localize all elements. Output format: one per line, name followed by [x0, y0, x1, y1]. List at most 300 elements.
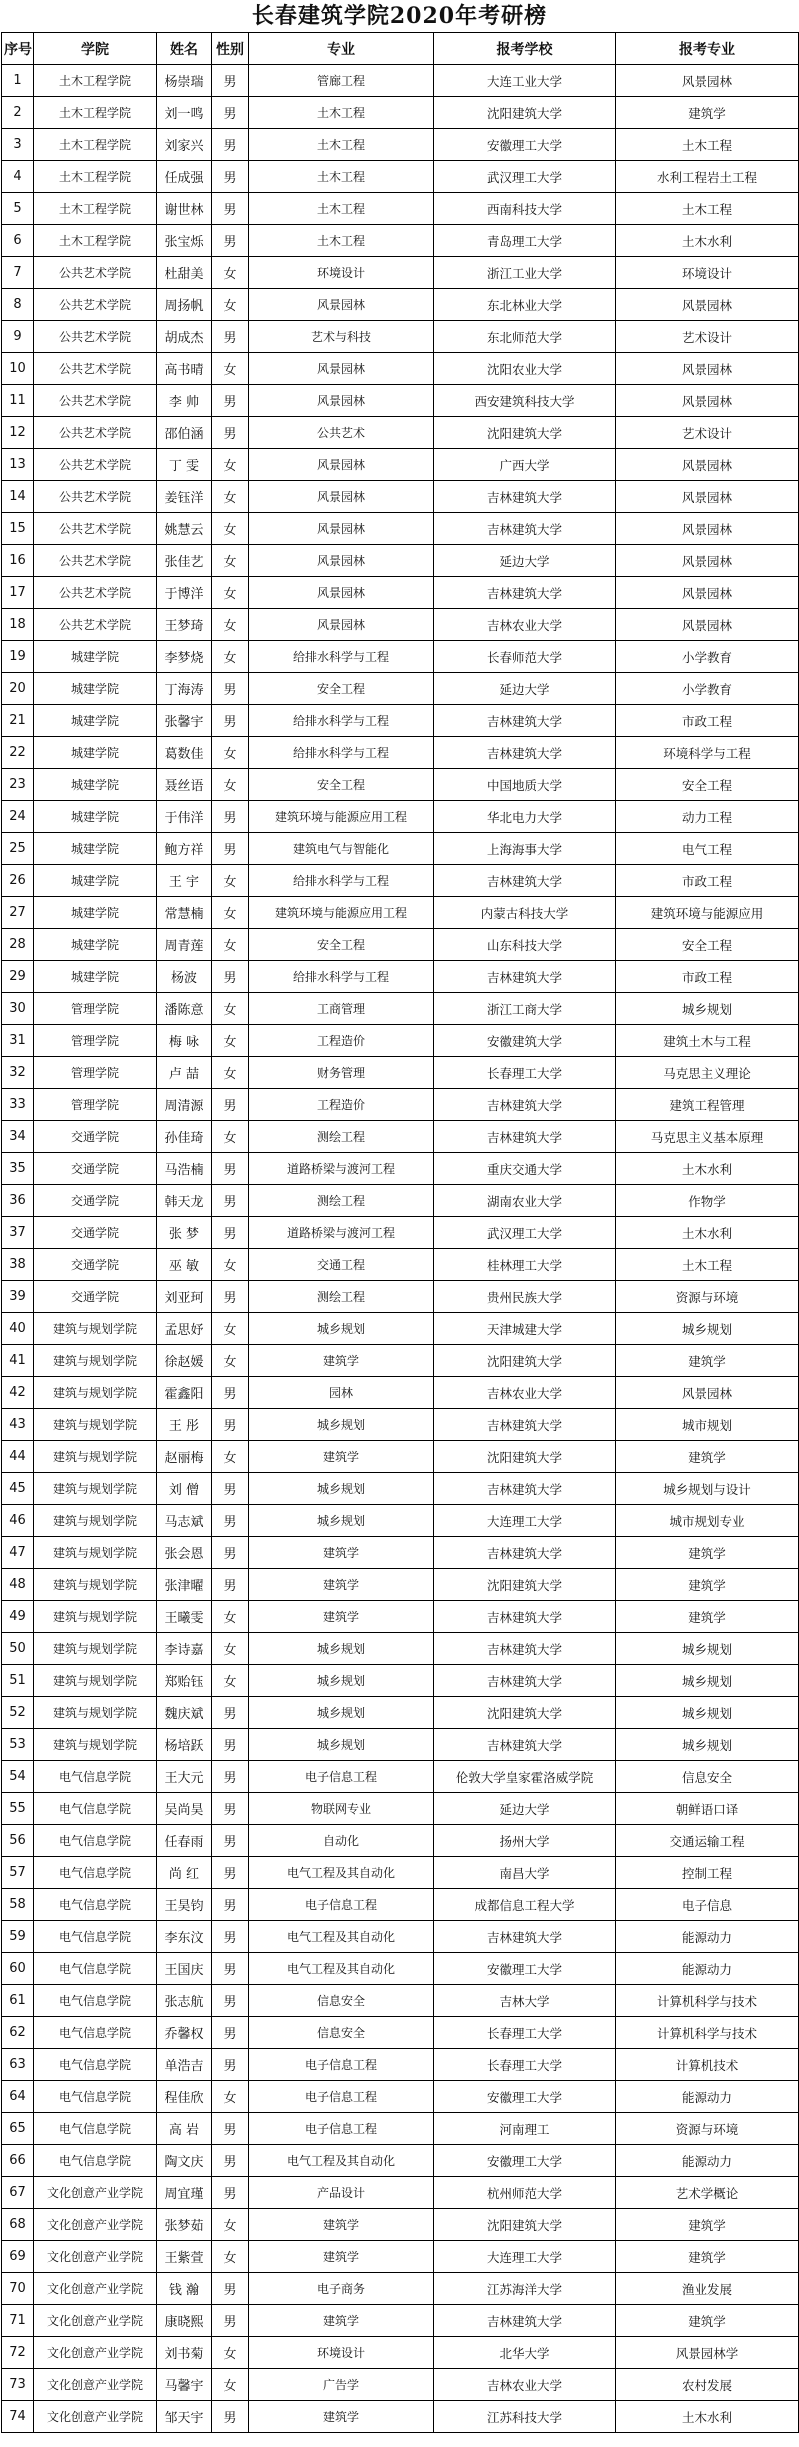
table-row [2, 161, 799, 193]
row-gender: 女 [212, 1601, 249, 1633]
row-name: 郑贻钰 [157, 1665, 212, 1697]
row-department: 交通学院 [34, 1249, 157, 1281]
row-target-major: 风景园林 [616, 577, 799, 609]
row-index: 20 [2, 673, 34, 705]
row-major: 建筑学 [249, 1569, 434, 1601]
row-department: 公共艺术学院 [34, 321, 157, 353]
table-row [2, 1217, 799, 1249]
row-major: 建筑电气与智能化 [249, 833, 434, 865]
row-major: 风景园林 [249, 577, 434, 609]
row-target-school: 吉林农业大学 [434, 609, 616, 641]
row-gender: 女 [212, 257, 249, 289]
table-row [2, 1633, 799, 1665]
row-gender: 女 [212, 2369, 249, 2401]
row-gender: 男 [212, 1953, 249, 1985]
row-index: 39 [2, 1281, 34, 1313]
row-major: 土木工程 [249, 161, 434, 193]
row-target-school: 安徽理工大学 [434, 2081, 616, 2113]
row-name: 李 帅 [157, 385, 212, 417]
row-index: 40 [2, 1313, 34, 1345]
row-target-school: 吉林建筑大学 [434, 1537, 616, 1569]
row-major: 风景园林 [249, 289, 434, 321]
row-index: 14 [2, 481, 34, 513]
row-gender: 女 [212, 289, 249, 321]
row-gender: 男 [212, 1089, 249, 1121]
row-gender: 女 [212, 449, 249, 481]
row-target-major: 资源与环境 [616, 1281, 799, 1313]
row-target-school: 杭州师范大学 [434, 2177, 616, 2209]
row-index: 41 [2, 1345, 34, 1377]
row-department: 城建学院 [34, 705, 157, 737]
row-department: 管理学院 [34, 1025, 157, 1057]
table-row [2, 1889, 799, 1921]
row-gender: 女 [212, 1121, 249, 1153]
row-major: 产品设计 [249, 2177, 434, 2209]
row-major: 园林 [249, 1377, 434, 1409]
row-target-major: 动力工程 [616, 801, 799, 833]
row-department: 公共艺术学院 [34, 353, 157, 385]
table-row [2, 1793, 799, 1825]
row-target-school: 沈阳建筑大学 [434, 1697, 616, 1729]
row-target-major: 风景园林 [616, 353, 799, 385]
row-target-school: 吉林建筑大学 [434, 737, 616, 769]
row-target-school: 吉林建筑大学 [434, 1729, 616, 1761]
row-target-major: 计算机技术 [616, 2049, 799, 2081]
row-gender: 女 [212, 2081, 249, 2113]
row-major: 风景园林 [249, 449, 434, 481]
row-gender: 男 [212, 2305, 249, 2337]
row-major: 艺术与科技 [249, 321, 434, 353]
table-row [2, 193, 799, 225]
row-target-major: 建筑学 [616, 1601, 799, 1633]
table-row [2, 481, 799, 513]
row-name: 杨培跃 [157, 1729, 212, 1761]
row-name: 马志斌 [157, 1505, 212, 1537]
row-target-major: 建筑学 [616, 1441, 799, 1473]
row-target-major: 艺术学概论 [616, 2177, 799, 2209]
row-major: 风景园林 [249, 545, 434, 577]
row-department: 建筑与规划学院 [34, 1441, 157, 1473]
row-target-school: 安徽建筑大学 [434, 1025, 616, 1057]
row-major: 自动化 [249, 1825, 434, 1857]
row-target-major: 风景园林 [616, 65, 799, 97]
row-target-major: 安全工程 [616, 929, 799, 961]
row-major: 建筑学 [249, 1345, 434, 1377]
row-target-school: 吉林大学 [434, 1985, 616, 2017]
row-department: 交通学院 [34, 1185, 157, 1217]
row-target-major: 土木工程 [616, 193, 799, 225]
table-row [2, 2177, 799, 2209]
row-department: 城建学院 [34, 865, 157, 897]
row-index: 38 [2, 1249, 34, 1281]
row-target-school: 青岛理工大学 [434, 225, 616, 257]
row-target-school: 重庆交通大学 [434, 1153, 616, 1185]
row-major: 道路桥梁与渡河工程 [249, 1217, 434, 1249]
row-name: 孟思妤 [157, 1313, 212, 1345]
row-department: 管理学院 [34, 1057, 157, 1089]
row-name: 周扬帆 [157, 289, 212, 321]
row-gender: 男 [212, 1185, 249, 1217]
table-row [2, 1537, 799, 1569]
row-target-major: 城乡规划 [616, 1313, 799, 1345]
row-target-school: 广西大学 [434, 449, 616, 481]
row-major: 建筑学 [249, 1601, 434, 1633]
row-department: 土木工程学院 [34, 161, 157, 193]
row-target-major: 建筑环境与能源应用 [616, 897, 799, 929]
row-department: 电气信息学院 [34, 1889, 157, 1921]
row-index: 28 [2, 929, 34, 961]
row-target-major: 建筑工程管理 [616, 1089, 799, 1121]
row-name: 张宝烁 [157, 225, 212, 257]
row-name: 姜钰洋 [157, 481, 212, 513]
table-row [2, 545, 799, 577]
row-index: 11 [2, 385, 34, 417]
row-major: 电子信息工程 [249, 2081, 434, 2113]
row-gender: 女 [212, 1313, 249, 1345]
row-major: 风景园林 [249, 513, 434, 545]
table-row [2, 2401, 799, 2433]
row-gender: 男 [212, 65, 249, 97]
row-name: 葛数佳 [157, 737, 212, 769]
row-target-major: 市政工程 [616, 705, 799, 737]
row-gender: 男 [212, 2049, 249, 2081]
row-target-major: 城乡规划与设计 [616, 1473, 799, 1505]
row-index: 70 [2, 2273, 34, 2305]
row-department: 土木工程学院 [34, 225, 157, 257]
table-row [2, 2209, 799, 2241]
row-gender: 女 [212, 865, 249, 897]
table-row [2, 1377, 799, 1409]
row-department: 电气信息学院 [34, 2145, 157, 2177]
row-major: 建筑学 [249, 2305, 434, 2337]
row-major: 广告学 [249, 2369, 434, 2401]
row-name: 鲍方祥 [157, 833, 212, 865]
row-target-school: 吉林建筑大学 [434, 705, 616, 737]
row-name: 丁 雯 [157, 449, 212, 481]
row-name: 乔馨权 [157, 2017, 212, 2049]
row-target-major: 城市规划 [616, 1409, 799, 1441]
row-target-major: 城市规划专业 [616, 1505, 799, 1537]
header-target-major: 报考专业 [616, 33, 799, 65]
row-major: 管廊工程 [249, 65, 434, 97]
row-name: 刘一鸣 [157, 97, 212, 129]
row-index: 6 [2, 225, 34, 257]
row-major: 工程造价 [249, 1025, 434, 1057]
row-target-school: 成都信息工程大学 [434, 1889, 616, 1921]
row-target-major: 建筑土木与工程 [616, 1025, 799, 1057]
table-row [2, 1857, 799, 1889]
row-target-school: 吉林建筑大学 [434, 1121, 616, 1153]
row-major: 安全工程 [249, 929, 434, 961]
row-department: 文化创意产业学院 [34, 2241, 157, 2273]
row-target-school: 扬州大学 [434, 1825, 616, 1857]
row-name: 魏庆斌 [157, 1697, 212, 1729]
row-index: 48 [2, 1569, 34, 1601]
row-name: 聂丝语 [157, 769, 212, 801]
table-row [2, 2337, 799, 2369]
table-row [2, 993, 799, 1025]
row-target-major: 市政工程 [616, 961, 799, 993]
row-target-school: 吉林建筑大学 [434, 481, 616, 513]
row-gender: 女 [212, 737, 249, 769]
row-name: 赵丽梅 [157, 1441, 212, 1473]
row-name: 马浩楠 [157, 1153, 212, 1185]
row-target-major: 市政工程 [616, 865, 799, 897]
row-target-major: 风景园林 [616, 449, 799, 481]
row-target-major: 能源动力 [616, 1921, 799, 1953]
row-index: 35 [2, 1153, 34, 1185]
row-department: 建筑与规划学院 [34, 1345, 157, 1377]
row-gender: 男 [212, 417, 249, 449]
table-row [2, 833, 799, 865]
row-name: 王国庆 [157, 1953, 212, 1985]
row-name: 刘书菊 [157, 2337, 212, 2369]
row-name: 程佳欣 [157, 2081, 212, 2113]
row-major: 建筑学 [249, 2241, 434, 2273]
row-index: 42 [2, 1377, 34, 1409]
row-name: 周宜瑾 [157, 2177, 212, 2209]
row-target-school: 延边大学 [434, 545, 616, 577]
row-target-major: 城乡规划 [616, 1697, 799, 1729]
row-name: 卢 喆 [157, 1057, 212, 1089]
row-gender: 女 [212, 609, 249, 641]
row-name: 于伟洋 [157, 801, 212, 833]
row-target-major: 建筑学 [616, 2305, 799, 2337]
row-target-major: 电气工程 [616, 833, 799, 865]
row-name: 韩天龙 [157, 1185, 212, 1217]
row-department: 建筑与规划学院 [34, 1697, 157, 1729]
row-department: 电气信息学院 [34, 2081, 157, 2113]
row-target-school: 西南科技大学 [434, 193, 616, 225]
row-name: 徐赵媛 [157, 1345, 212, 1377]
row-department: 电气信息学院 [34, 1761, 157, 1793]
row-department: 建筑与规划学院 [34, 1377, 157, 1409]
row-name: 马馨宇 [157, 2369, 212, 2401]
row-major: 公共艺术 [249, 417, 434, 449]
row-gender: 男 [212, 2113, 249, 2145]
row-name: 杨崇瑞 [157, 65, 212, 97]
row-department: 交通学院 [34, 1121, 157, 1153]
row-index: 13 [2, 449, 34, 481]
table-row [2, 129, 799, 161]
table-row [2, 1665, 799, 1697]
row-target-school: 沈阳建筑大学 [434, 1569, 616, 1601]
row-gender: 男 [212, 1889, 249, 1921]
row-gender: 男 [212, 1473, 249, 1505]
header-major: 专业 [249, 33, 434, 65]
row-name: 李梦烧 [157, 641, 212, 673]
row-name: 孙佳琦 [157, 1121, 212, 1153]
row-name: 王 彤 [157, 1409, 212, 1441]
row-target-major: 风景园林 [616, 1377, 799, 1409]
row-department: 文化创意产业学院 [34, 2209, 157, 2241]
row-major: 安全工程 [249, 673, 434, 705]
row-name: 高书晴 [157, 353, 212, 385]
row-gender: 男 [212, 1153, 249, 1185]
header-index: 序号 [2, 33, 34, 65]
row-gender: 女 [212, 1665, 249, 1697]
row-target-school: 吉林建筑大学 [434, 961, 616, 993]
row-name: 张佳艺 [157, 545, 212, 577]
row-name: 李东汶 [157, 1921, 212, 1953]
row-index: 7 [2, 257, 34, 289]
row-target-school: 伦敦大学皇家霍洛威学院 [434, 1761, 616, 1793]
table-row [2, 2113, 799, 2145]
row-major: 城乡规划 [249, 1313, 434, 1345]
table-row [2, 673, 799, 705]
row-department: 电气信息学院 [34, 1921, 157, 1953]
row-gender: 女 [212, 1345, 249, 1377]
row-gender: 男 [212, 1729, 249, 1761]
row-major: 城乡规划 [249, 1665, 434, 1697]
row-name: 尚 红 [157, 1857, 212, 1889]
row-target-school: 华北电力大学 [434, 801, 616, 833]
row-target-school: 湖南农业大学 [434, 1185, 616, 1217]
row-target-school: 吉林建筑大学 [434, 865, 616, 897]
row-target-major: 信息安全 [616, 1761, 799, 1793]
row-gender: 男 [212, 129, 249, 161]
row-target-school: 浙江工业大学 [434, 257, 616, 289]
row-target-major: 水利工程岩土工程 [616, 161, 799, 193]
row-target-major: 建筑学 [616, 1569, 799, 1601]
row-target-school: 大连工业大学 [434, 65, 616, 97]
row-gender: 男 [212, 193, 249, 225]
results-table [1, 32, 799, 2433]
table-row [2, 1601, 799, 1633]
table-row [2, 1825, 799, 1857]
row-target-major: 资源与环境 [616, 2113, 799, 2145]
row-department: 公共艺术学院 [34, 385, 157, 417]
row-department: 土木工程学院 [34, 129, 157, 161]
row-gender: 女 [212, 1249, 249, 1281]
table-row [2, 1505, 799, 1537]
row-index: 59 [2, 1921, 34, 1953]
row-target-major: 风景园林 [616, 289, 799, 321]
row-index: 60 [2, 1953, 34, 1985]
row-gender: 女 [212, 769, 249, 801]
row-gender: 女 [212, 353, 249, 385]
row-department: 城建学院 [34, 673, 157, 705]
row-major: 安全工程 [249, 769, 434, 801]
table-row [2, 1249, 799, 1281]
row-department: 公共艺术学院 [34, 545, 157, 577]
row-major: 建筑学 [249, 2401, 434, 2433]
row-target-school: 吉林建筑大学 [434, 1089, 616, 1121]
row-department: 土木工程学院 [34, 65, 157, 97]
row-gender: 男 [212, 161, 249, 193]
row-gender: 男 [212, 833, 249, 865]
row-target-school: 贵州民族大学 [434, 1281, 616, 1313]
row-target-major: 马克思主义理论 [616, 1057, 799, 1089]
row-name: 王曦雯 [157, 1601, 212, 1633]
table-row [2, 1089, 799, 1121]
row-target-school: 东北林业大学 [434, 289, 616, 321]
row-index: 46 [2, 1505, 34, 1537]
row-name: 刘家兴 [157, 129, 212, 161]
row-gender: 男 [212, 2145, 249, 2177]
row-department: 城建学院 [34, 833, 157, 865]
table-row [2, 2017, 799, 2049]
row-department: 建筑与规划学院 [34, 1665, 157, 1697]
row-index: 9 [2, 321, 34, 353]
row-department: 建筑与规划学院 [34, 1601, 157, 1633]
row-target-major: 土木水利 [616, 1153, 799, 1185]
row-index: 5 [2, 193, 34, 225]
row-major: 工程造价 [249, 1089, 434, 1121]
table-row [2, 769, 799, 801]
row-name: 李诗嘉 [157, 1633, 212, 1665]
row-gender: 男 [212, 2273, 249, 2305]
row-name: 张梦茹 [157, 2209, 212, 2241]
row-major: 城乡规划 [249, 1697, 434, 1729]
row-gender: 女 [212, 993, 249, 1025]
row-department: 文化创意产业学院 [34, 2273, 157, 2305]
row-major: 电子信息工程 [249, 1761, 434, 1793]
row-index: 2 [2, 97, 34, 129]
row-target-major: 交通运输工程 [616, 1825, 799, 1857]
row-name: 张 梦 [157, 1217, 212, 1249]
row-gender: 女 [212, 1441, 249, 1473]
row-index: 74 [2, 2401, 34, 2433]
table-row [2, 2305, 799, 2337]
table-row [2, 641, 799, 673]
row-index: 15 [2, 513, 34, 545]
row-department: 公共艺术学院 [34, 609, 157, 641]
table-row [2, 1697, 799, 1729]
row-target-school: 长春理工大学 [434, 2017, 616, 2049]
row-name: 丁海涛 [157, 673, 212, 705]
header-name: 姓名 [157, 33, 212, 65]
row-target-major: 建筑学 [616, 2209, 799, 2241]
row-major: 电气工程及其自动化 [249, 1953, 434, 1985]
row-major: 测绘工程 [249, 1121, 434, 1153]
row-target-major: 风景园林 [616, 385, 799, 417]
row-target-major: 小学教育 [616, 673, 799, 705]
row-target-school: 沈阳农业大学 [434, 353, 616, 385]
row-index: 49 [2, 1601, 34, 1633]
row-major: 电子商务 [249, 2273, 434, 2305]
row-department: 交通学院 [34, 1281, 157, 1313]
table-row [2, 1409, 799, 1441]
row-index: 43 [2, 1409, 34, 1441]
table-row [2, 1761, 799, 1793]
row-name: 谢世林 [157, 193, 212, 225]
row-name: 康晓熙 [157, 2305, 212, 2337]
table-row [2, 1057, 799, 1089]
row-name: 吴尚昊 [157, 1793, 212, 1825]
row-target-school: 安徽理工大学 [434, 129, 616, 161]
row-index: 53 [2, 1729, 34, 1761]
row-gender: 男 [212, 673, 249, 705]
row-target-major: 艺术设计 [616, 417, 799, 449]
row-target-school: 桂林理工大学 [434, 1249, 616, 1281]
table-row [2, 225, 799, 257]
row-target-major: 马克思主义基本原理 [616, 1121, 799, 1153]
table-row [2, 2369, 799, 2401]
row-index: 73 [2, 2369, 34, 2401]
row-gender: 男 [212, 1825, 249, 1857]
row-department: 城建学院 [34, 801, 157, 833]
row-gender: 女 [212, 1025, 249, 1057]
row-index: 29 [2, 961, 34, 993]
row-major: 道路桥梁与渡河工程 [249, 1153, 434, 1185]
row-name: 张会恩 [157, 1537, 212, 1569]
row-major: 土木工程 [249, 97, 434, 129]
row-department: 管理学院 [34, 993, 157, 1025]
row-index: 18 [2, 609, 34, 641]
row-target-major: 土木工程 [616, 129, 799, 161]
row-target-school: 长春师范大学 [434, 641, 616, 673]
